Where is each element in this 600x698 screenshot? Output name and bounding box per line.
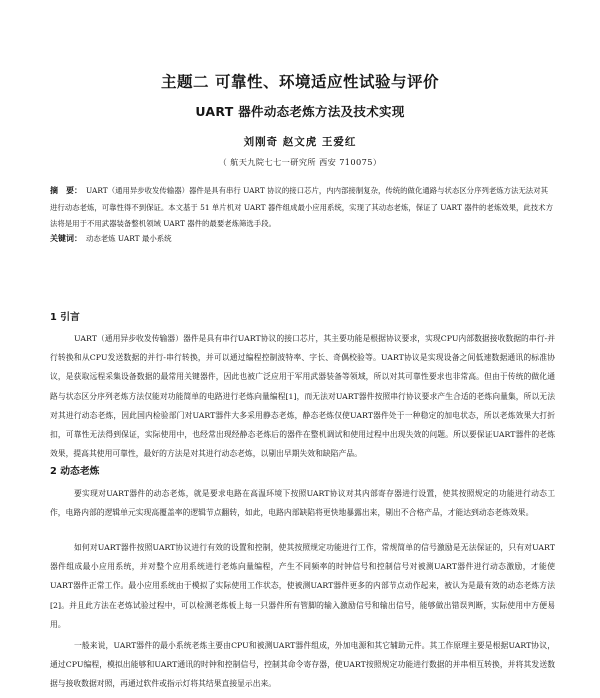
section-heading-dynamic-burn-in: 2 动态老炼 bbox=[50, 466, 100, 477]
section-title: 主题二 可靠性、环境适应性试验与评价 bbox=[161, 73, 439, 91]
abstract-text: UART（通用异步收发传输器）器件是具有串行 UART 协议的接口芯片，内内部接制复杂，传统的做化通路与状态区分序列老炼方法无法对其进行动态老炼，可靠性得不到保证。本文基于 51 单片机对 UART 器件组成最小应用系统，实现了其动态老炼，保证了 UART 器件的老炼效果，此技术方法将是用于不用武器装备整机领域 UART 器件的最要老炼筛选手段。 bbox=[50, 186, 553, 228]
authors: 刘刚奇 赵文虎 王爱红 bbox=[243, 136, 357, 148]
section-heading-introduction: 1 引言 bbox=[50, 312, 80, 323]
keywords-text: 动态老炼 UART 最小系统 bbox=[86, 234, 172, 243]
abstract bbox=[50, 183, 555, 233]
affiliation: （ 航天九院七七一研究所 西安 710075） bbox=[218, 157, 382, 167]
paragraph: 一般来说，UART器件的最小系统老炼主要由CPU和被测UART器件组成，外加电源和其它辅助元件。其工作原理主要是根据UART协议，通过CPU编程，模拟出能够和UART通讯的时钟和控制信号，控制其命令寄存器，使UART按照规定功能进行数据的并串相互转换，并将其发送数据与接收数据对照，再通过软件或指示灯将其结果直接显示出来。 bbox=[50, 641, 555, 689]
paragraph: UART（通用异步收发传输器）器件是具有串行UART协议的接口芯片，其主要功能是根据协议要求，实现CPU内部数据接收数据的串行-并行转换和从CPU发送数据的并行-串行转换，并可以通过编程控制波特率、字长、奇偶校验等。UART协议是实现设备之间低速数据通讯的标准协议，是获取远程采集设备数据的最常用关键器件，因此也被广泛应用于军用武器装备等领域，所以对其可靠性要求也非常高。但由于传统的做化通路与状态区分序列老炼方法仅能对功能简单的电路进行老炼向量编程[1]，而无法对UART器件按照串行协议要求产生合适的老炼向量集，所以无法对其进行动态老炼，因此国内检验部门对UART器件大多采用静态老炼，静态老炼仅使UART器件处于一种稳定的加电状态，所以老炼效果大打折扣，可靠性无法得到保证，实际使用中，也经常出现经静态老炼后的器件在整机调试和使用过程中出现失效的问题。所以要保证UART器件的老炼效果，提高其使用可靠性，最好的方法是对其进行动态老炼，以剔出早期失效和缺陷产品。 bbox=[50, 334, 555, 459]
paper-title: UART 器件动态老炼方法及技术实现 bbox=[195, 104, 405, 119]
paragraph: 要实现对UART器件的动态老炼，就是要求电路在高温环境下按照UART协议对其内部寄存器进行设置，使其按照规定的功能进行动态工作，电路内部的逻辑单元实现高覆盖率的逻辑节点翻转，如此，电路内部缺陷将更快地暴露出来，剔出不合格产品，才能达到动态老炼效果。 bbox=[50, 489, 555, 518]
paragraph: 如何对UART器件按照UART协议进行有效的设置和控制，使其按照规定功能进行工作，常规简单的信号激励是无法保证的，只有对UART器件组成最小应用系统，并对整个应用系统进行老炼向量编程，产生不同频率的时钟信号和控制信号对被测UART器件进行动态激励，才能使UART器件正常工作。最小应用系统由于模拟了实际使用工作状态，使被测UART器件更多的内部节点动作起来，被认为是最有效的动态老炼方法[2]。并且此方法在老炼试验过程中，可以检测老炼板上每一只器件所有管脚的输入激励信号和输出信号，能够做出错误判断，实际使用中方便易用。 bbox=[50, 543, 555, 629]
abstract-label: 摘 要： bbox=[50, 186, 82, 195]
keywords-label: 关键词： bbox=[50, 234, 82, 243]
keywords bbox=[50, 233, 555, 244]
